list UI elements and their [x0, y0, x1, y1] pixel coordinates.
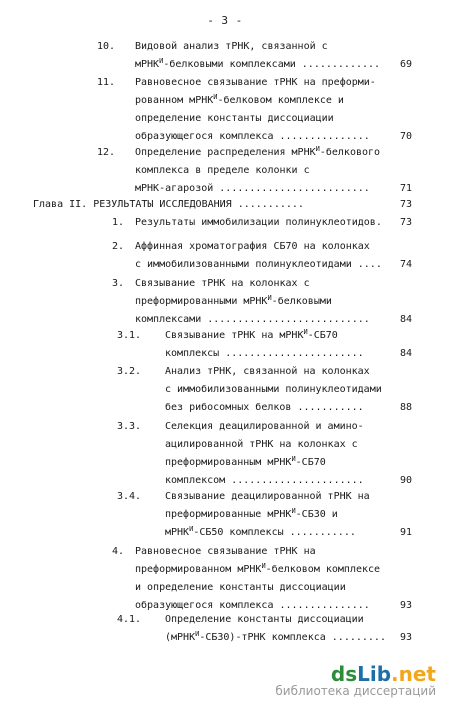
toc-entry-line: комплексы ....................... [165, 348, 364, 359]
toc-entry-number: 2. [112, 241, 125, 252]
toc-entry-line: преформированным мРНК$^И$-СБ70 [165, 455, 326, 468]
watermark-logo: dsLib.net [330, 662, 436, 686]
watermark-subtitle: библиотека диссертаций [275, 684, 436, 698]
toc-entry-line: комплексами ........................... [135, 314, 370, 325]
toc-entry-line: образующегося комплекса ............... [135, 131, 370, 142]
toc-entry-page: 70 [399, 131, 412, 142]
toc-entry-number: 3. [112, 278, 125, 289]
toc-entry-line: Аффинная хроматография СБ70 на колонках [135, 241, 370, 252]
toc-entry-number: 11. [97, 77, 116, 88]
toc-entry-number: 4.1. [117, 614, 142, 625]
toc-entry-line: Связывание тРНК на мРНК$^И$-СБ70 [165, 328, 338, 341]
toc-entry-number: 3.1. [117, 330, 142, 341]
toc-entry-line: Определение константы диссоциации [165, 614, 364, 625]
toc-entry-line: комплекса в пределе колонки с [135, 165, 310, 176]
toc-entry-number: 4. [112, 546, 125, 557]
toc-entry-line: и определение константы диссоциации [135, 582, 346, 593]
toc-entry-line: с иммобилизованными полинуклеотидами [165, 384, 382, 395]
toc-entry-line: преформированными мРНК$^И$-белковыми [135, 294, 332, 307]
watermark [275, 662, 436, 698]
toc-entry-line: преформированном мРНК$^И$-белковом комплексе [135, 562, 381, 575]
toc-entry-page: 93 [399, 632, 412, 643]
toc-entry-line: Глава II. РЕЗУЛЬТАТЫ ИССЛЕДОВАНИЯ ........... [33, 199, 304, 210]
toc-entry-number: 12. [97, 147, 116, 158]
toc-entry-line: мРНК$^И$-белковыми комплексами ............. [135, 57, 381, 70]
toc-entry-page: 71 [399, 183, 412, 194]
toc-entry-page: 91 [399, 527, 412, 538]
toc-entry-page: 73 [399, 217, 412, 228]
toc-entry-number: 1. [112, 217, 125, 228]
toc-entry-page: 84 [399, 314, 412, 325]
toc-entry-line: Связывание тРНК на колонках с [135, 278, 310, 289]
toc-entry-line: преформированные мРНК$^И$-СБ30 и [165, 507, 338, 520]
toc-entry-line: Результаты иммобилизации полинуклеотидов. [135, 217, 382, 228]
toc-entry-page: 69 [399, 59, 412, 70]
toc-entry-page: 90 [399, 475, 412, 486]
toc-entry-line: мРНК-агарозой ......................... [135, 183, 370, 194]
toc-entry-number: 3.2. [117, 366, 142, 377]
toc-entry-line: мРНК$^И$-СБ50 комплексы ........... [165, 525, 356, 538]
toc-entry-page: 73 [399, 199, 412, 210]
toc-entry-page: 84 [399, 348, 412, 359]
page-number: - 3 - [207, 14, 243, 27]
toc-entry-number: 3.4. [117, 491, 142, 502]
toc-entry-number: 10. [97, 41, 116, 52]
toc-entry-page: 74 [399, 259, 412, 270]
toc-entry-line: Связывание деацилированной тРНК на [165, 491, 370, 502]
toc-entry-line: Определение распределения мРНК$^И$-белкового [135, 145, 381, 158]
toc-entry-page: 88 [399, 402, 412, 413]
toc-entry-page: 93 [399, 600, 412, 611]
toc-entry-line: ацилированной тРНК на колонках с [165, 439, 358, 450]
toc-entry-line: рованном мРНК$^И$-белковом комплексе и [135, 93, 344, 106]
toc-entry-line: Анализ тРНК, связанной на колонках [165, 366, 370, 377]
toc-entry-line: (мРНК$^И$-СБ30)-тРНК комплекса ......... [165, 630, 386, 643]
toc-entry-line: с иммобилизованными полинуклеотидами .... [135, 259, 382, 270]
toc-entry-number: 3.3. [117, 421, 142, 432]
toc-entry-line: определение константы диссоциации [135, 113, 334, 124]
toc-entry-line: образующегося комплекса ............... [135, 600, 370, 611]
toc-entry-line: Равновесное связывание тРНК на преформи- [135, 77, 376, 88]
toc-entry-line: Видовой анализ тРНК, связанной с [135, 41, 328, 52]
toc-entry-line: Равновесное связывание тРНК на [135, 546, 316, 557]
toc-entry-line: без рибосомных белков ........... [165, 402, 364, 413]
toc-entry-line: Селекция деацилированной и амино- [165, 421, 364, 432]
toc-entry-line: комплексом ...................... [165, 475, 364, 486]
